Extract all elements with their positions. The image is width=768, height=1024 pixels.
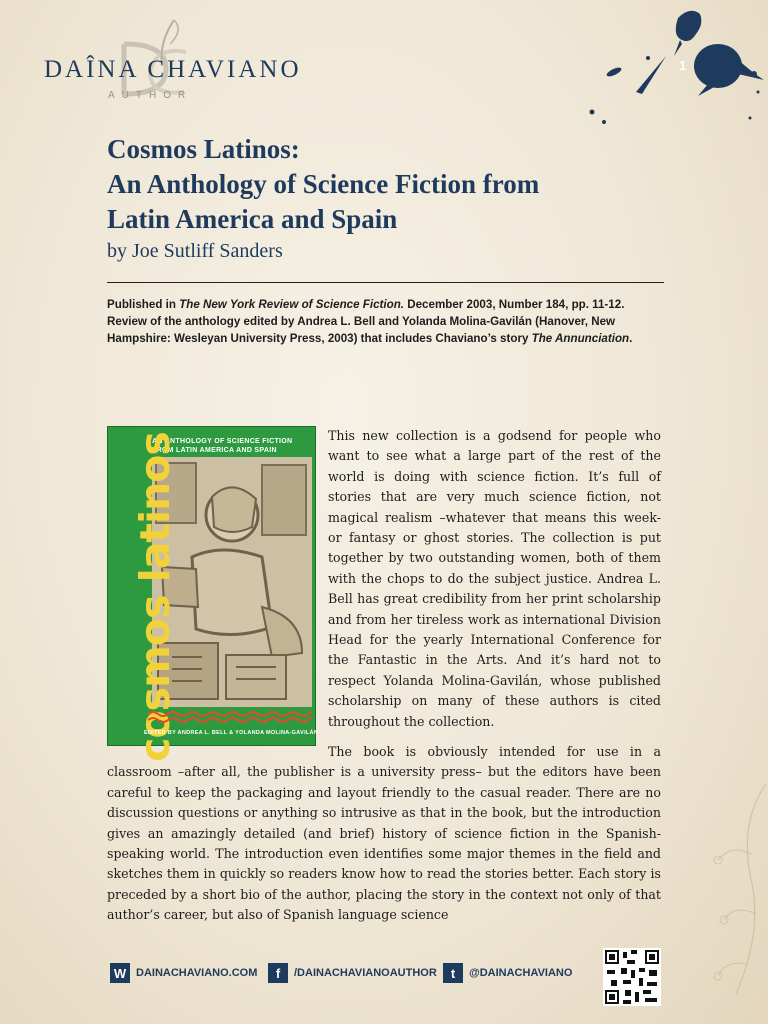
publication-info (107, 296, 667, 347)
article-title-line-3: Latin America and Spain (107, 204, 398, 234)
floral-decoration-icon (678, 764, 768, 1024)
footer-twitter: @DAINACHAVIANO (469, 967, 573, 979)
pub-review-text: Review of the anthology edited by Andrea L. Bell and Yolanda Molina-Gavilán (Hanover, New Hampshire: Wesleyan University Press, 2003) that includes Chaviano’s story (107, 315, 616, 345)
footer-website-link[interactable] (110, 963, 257, 983)
cover-title: cosmos latinos (130, 432, 179, 762)
footer-twitter-link[interactable] (443, 963, 572, 983)
title-divider (107, 282, 664, 283)
paragraph-2: The book is obviously intended for use in a classroom –after all, the publisher is a university press– but the editors have been careful to keep the packaging and layout friendly to the casual reader. There are no discussion questions or anything so intrusive as that in the book, but the introduction gives an amazingly detailed (and brief) history of science fiction in the Spanish-speaking world. The introduction even identifies some major themes in the field and sketches them in quickly so readers know how to read the stories better. Each story is preceded by a short bio of the author, placing the story in the context not only of that author’s career, but also of Spanish language science (107, 744, 661, 923)
logo-subtitle: AUTHOR (108, 90, 193, 101)
pub-details: December 2003, Number 184, pp. 11-12. (404, 298, 625, 311)
wave-pattern-icon (148, 710, 312, 724)
author-logo (44, 14, 304, 104)
cover-editors: EDITED BY ANDREA L. BELL & YOLANDA MOLINA-GAVILÁN (144, 730, 319, 736)
logo-name: DAÎNA CHAVIANO (44, 56, 302, 83)
facebook-icon: f (268, 963, 288, 983)
ink-splatter-icon (578, 0, 768, 140)
pub-journal: The New York Review of Science Fiction. (179, 298, 405, 311)
article-title-line-2: An Anthology of Science Fiction from (107, 169, 540, 199)
article-byline: by Joe Sutliff Sanders (107, 240, 283, 262)
website-icon: W (110, 963, 130, 983)
pub-prefix: Published in (107, 298, 180, 311)
footer-website: DAINACHAVIANO.COM (136, 967, 258, 979)
cover-tagline-line-1: AN ANTHOLOGY OF SCIENCE FICTION (152, 438, 293, 445)
pub-end: . (629, 332, 633, 345)
book-cover-image (107, 426, 319, 762)
twitter-icon: t (443, 963, 463, 983)
cover-tagline-line-2: FROM LATIN AMERICA AND SPAIN (152, 447, 277, 454)
footer-facebook: /DAINACHAVIANOAUTHOR (294, 967, 437, 979)
paragraph-1: This new collection is a godsend for people who want to see what a large part of the rest of the world is doing with science fiction. It’s full of stories that are very much science fiction, not magical realism –whatever that means this week- or fantasy or ghost stories. The collection is put together by two outstanding women, both of them with the chops to do the subject justice. Andrea L. Bell has great credibility from her print scholarship and from her tireless work as international Division Head for the yearly International Conference for the Fantastic in the Arts. And it’s hard not to respect Yolanda Molina-Gavilán, whose published scholarship on many of these authors is cited throughout the collection. (328, 428, 661, 729)
article-title-line-1: Cosmos Latinos: (107, 134, 300, 164)
page-number: 1 (679, 58, 687, 73)
qr-code-icon[interactable] (603, 948, 661, 1006)
pub-story-title: The Annunciation (531, 332, 630, 345)
article-header (107, 132, 667, 264)
footer-facebook-link[interactable] (268, 963, 437, 983)
